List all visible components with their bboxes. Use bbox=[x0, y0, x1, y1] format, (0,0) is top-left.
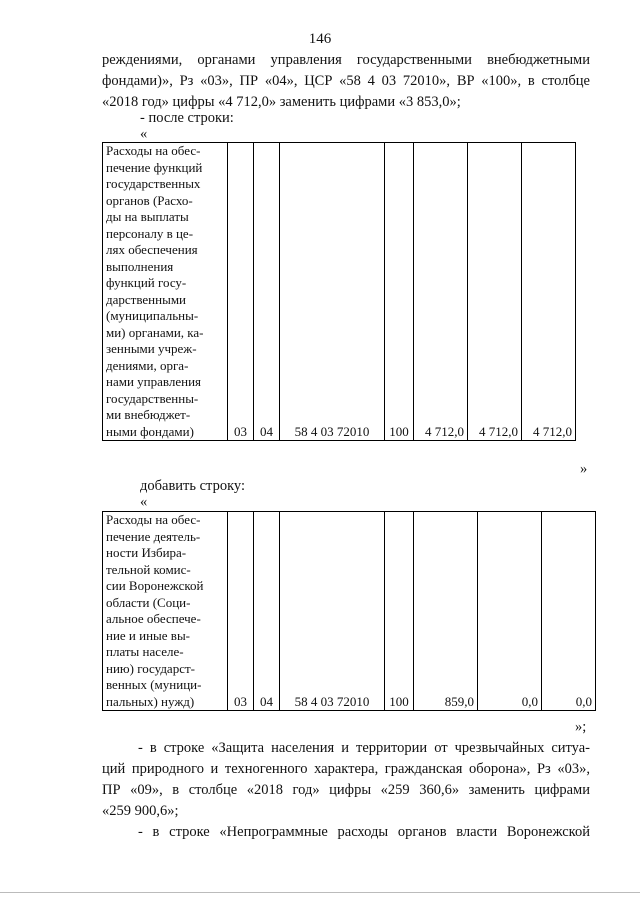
cell-line: области (Соци- bbox=[106, 594, 191, 610]
amount-cell: 0,0 bbox=[542, 512, 596, 711]
item-protection-paragraph bbox=[102, 738, 590, 822]
cell-line: печение деятель- bbox=[106, 528, 201, 544]
cell-line: ми внебюджет- bbox=[106, 407, 191, 422]
cell-line: ды на выплаты bbox=[106, 209, 189, 224]
open-quote: « bbox=[140, 494, 148, 510]
text-line: «259 900,6»; bbox=[102, 803, 179, 819]
cell-line: ности Избира- bbox=[106, 545, 187, 560]
row-name-cell bbox=[103, 512, 228, 711]
cell-line: дарственными bbox=[106, 291, 186, 307]
rz-cell: 03 bbox=[228, 143, 254, 441]
cell-line: органов (Расхо- bbox=[106, 192, 193, 208]
table-row-added bbox=[102, 511, 596, 711]
table-row bbox=[103, 143, 576, 441]
text-line: ций природного и техногенного характера, гражданская оборона», Рз «03», bbox=[102, 761, 590, 777]
cell-line: (муниципальны- bbox=[106, 308, 199, 323]
pr-cell: 04 bbox=[254, 512, 280, 711]
cell-line: ными фондами) bbox=[106, 423, 194, 439]
rz-cell: 03 bbox=[228, 512, 254, 711]
page-bottom-rule bbox=[0, 892, 640, 893]
amount-cell: 4 712,0 bbox=[522, 143, 576, 441]
amount-cell: 859,0 bbox=[414, 512, 478, 711]
cell-line: государственны- bbox=[106, 390, 199, 406]
cell-line: функций госу- bbox=[106, 275, 187, 290]
cell-line: государственных bbox=[106, 176, 201, 191]
pr-cell: 04 bbox=[254, 143, 280, 441]
text-line: фондами)», Рз «03», ПР «04», ЦСР «58 4 03 72010», ВР «100», в столбце bbox=[102, 73, 590, 89]
csr-cell: 58 4 03 72010 bbox=[280, 512, 385, 711]
cell-line: платы населе- bbox=[106, 644, 184, 659]
cell-line: сии Воронежской bbox=[106, 578, 204, 593]
cell-line: лях обеспечения bbox=[106, 242, 198, 257]
cell-line: нами управления bbox=[106, 374, 202, 389]
cell-line: ние и иные вы- bbox=[106, 627, 191, 643]
cell-line: альное обеспече- bbox=[106, 611, 201, 626]
cell-line: венных (муници- bbox=[106, 677, 202, 692]
amount-cell: 4 712,0 bbox=[414, 143, 468, 441]
amount-cell: 0,0 bbox=[478, 512, 542, 711]
cell-line: нию) государст- bbox=[106, 660, 195, 676]
row-name-cell bbox=[103, 143, 228, 441]
text-line: ПР «09», в столбце «2018 год» цифры «259 360,6» заменить цифрами bbox=[102, 782, 590, 798]
vr-cell: 100 bbox=[385, 512, 414, 711]
cell-line: печение функций bbox=[106, 159, 203, 175]
add-row-label: добавить строку: bbox=[140, 478, 245, 494]
close-quote: » bbox=[580, 461, 588, 477]
cell-line: выполнения bbox=[106, 258, 174, 274]
cell-line: пальных) нужд) bbox=[106, 693, 195, 709]
cell-line: тельной комис- bbox=[106, 561, 191, 577]
item-nonprogram-paragraph bbox=[102, 822, 590, 843]
table-row bbox=[103, 512, 596, 711]
cell-line: дениями, орга- bbox=[106, 357, 189, 373]
close-quote: »; bbox=[575, 719, 587, 735]
cell-line: персоналу в це- bbox=[106, 225, 194, 241]
cell-line: зенными учреж- bbox=[106, 341, 197, 356]
text-line: - в строке «Защита населения и территории от чрезвычайных ситуа- bbox=[138, 740, 590, 756]
cell-line: ми) органами, ка- bbox=[106, 324, 204, 340]
open-quote: « bbox=[140, 126, 148, 142]
intro-paragraph bbox=[102, 50, 590, 113]
text-line: реждениями, органами управления государственными внебюджетными bbox=[102, 52, 590, 68]
text-line: «2018 год» цифры «4 712,0» заменить цифрами «3 853,0»; bbox=[102, 94, 461, 110]
csr-cell: 58 4 03 72010 bbox=[280, 143, 385, 441]
cell-line: Расходы на обес- bbox=[106, 143, 201, 158]
after-row-label: - после строки: bbox=[140, 110, 234, 126]
cell-line: Расходы на обес- bbox=[106, 512, 201, 527]
vr-cell: 100 bbox=[385, 143, 414, 441]
table-row-before bbox=[102, 142, 576, 441]
amount-cell: 4 712,0 bbox=[468, 143, 522, 441]
page-number: 146 bbox=[308, 31, 332, 47]
text-line: - в строке «Непрограммные расходы органов власти Воронежской bbox=[138, 824, 590, 840]
